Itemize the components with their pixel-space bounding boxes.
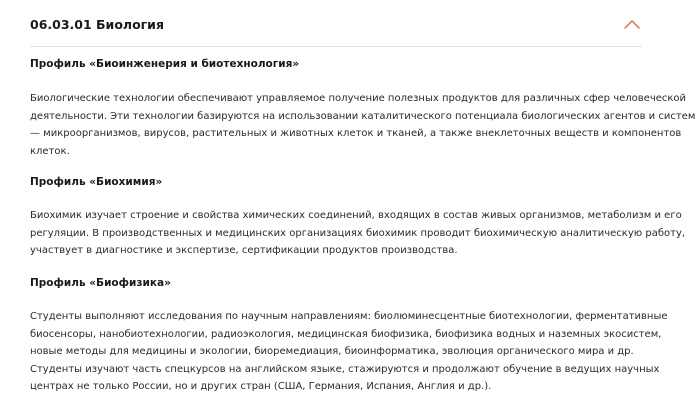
text-line: Биологические технологии обеспечивают управляемое получение полезных продуктов для различных сфер человеческой <box>30 93 687 104</box>
text-line: регуляции. В производственных и медицинских организациях биохимик проводит биохимическую аналитическую работу, <box>30 227 686 239</box>
text-line: биосенсоры, нанобиотехнологии, радиоэкология, медицинская биофизика, биофизика водных и наземных экосистем, <box>30 328 662 340</box>
chevron-up-icon[interactable] <box>624 19 640 29</box>
text-line: деятельности. Эти технологии базируются на использовании каталитического потенциала биологических агентов и систем <box>30 110 696 122</box>
profile-description-biophysics <box>30 308 668 396</box>
text-line: Студенты изучают часть спецкурсов на английском языке, стажируются и продолжают обучение в ведущих научных <box>30 363 660 375</box>
text-line: — микроорганизмов, вирусов, растительных и животных клеток и тканей, а также внеклеточных веществ и компонентов <box>30 128 682 139</box>
accordion-header[interactable] <box>30 0 642 47</box>
text-line: новые методы для медицины и экологии, биоремедиация, биоинформатика, эволюция органического мира и др. <box>30 346 634 357</box>
text-line: Биохимик изучает строение и свойства химических соединений, входящих в состав живых организмов, метаболизм и его <box>30 210 682 221</box>
profile-title-biochemistry: Профиль «Биохимия» <box>30 176 163 188</box>
text-line: клеток. <box>30 145 70 157</box>
profile-title-bioengineering: Профиль «Биоинженерия и биотехнология» <box>30 58 300 70</box>
accordion-title: 06.03.01 Биология <box>30 17 164 32</box>
profile-description-biochemistry <box>30 207 686 260</box>
text-line: Студенты выполняют исследования по научным направлениям: биолюминесцентные биотехнологии, ферментативные <box>30 311 668 322</box>
text-line: центрах не только России, но и других стран (США, Германия, Испания, Англия и др.). <box>30 381 492 392</box>
profile-description-bioengineering <box>30 90 696 160</box>
text-line: участвует в диагностике и экспертизе, сертификации продуктов производства. <box>30 245 458 256</box>
profile-title-biophysics: Профиль «Биофизика» <box>30 277 171 289</box>
